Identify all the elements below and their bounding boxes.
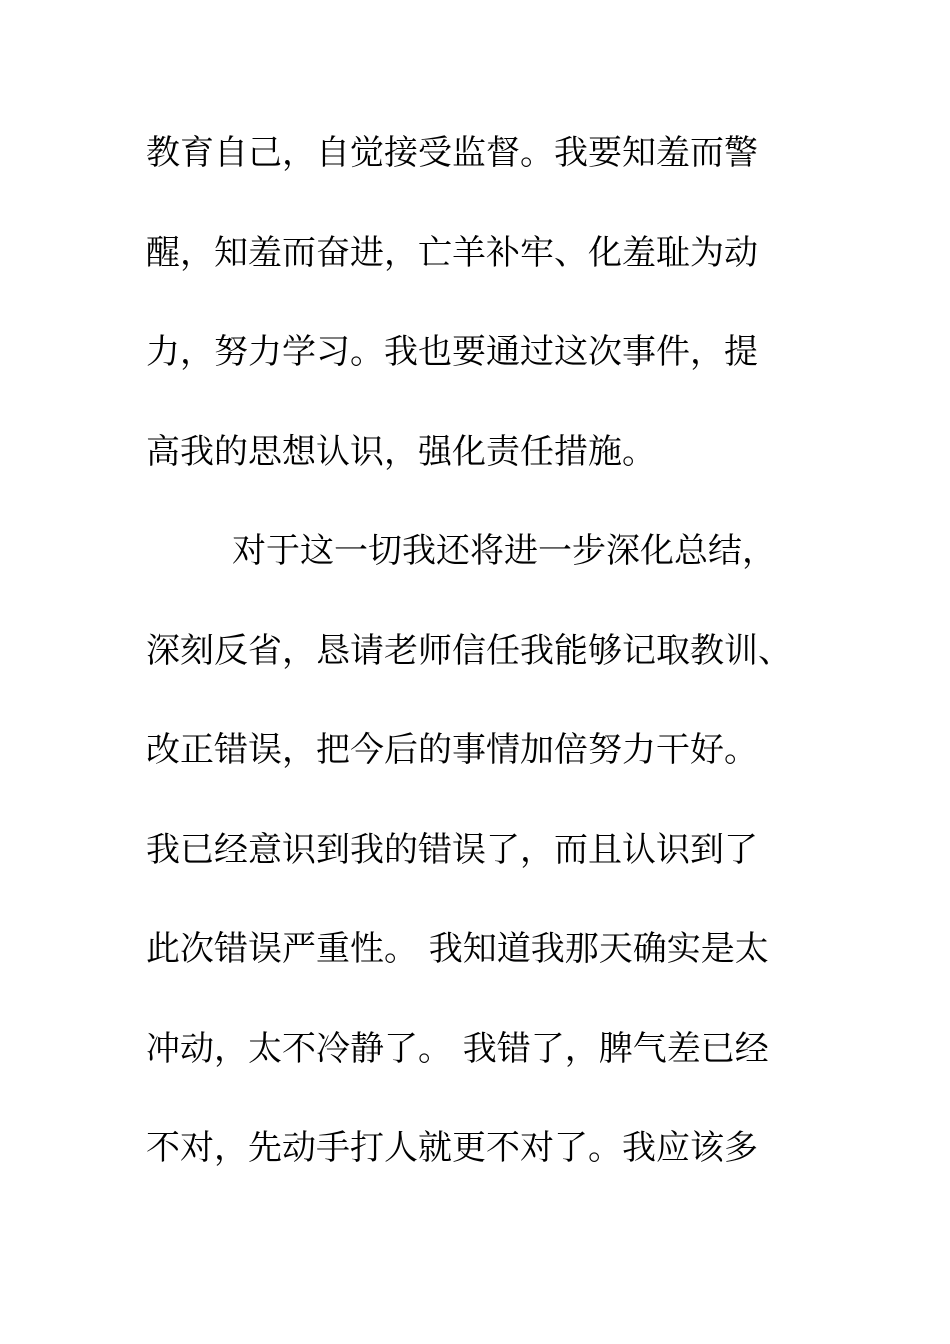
text-line: 冲动，太不冷静了。 我错了，脾气差已经 bbox=[146, 1028, 769, 1069]
text-line: 改正错误，把今后的事情加倍努力干好。 bbox=[146, 730, 758, 770]
text-line: 不对，先动手打人就更不对了。我应该多 bbox=[146, 1128, 758, 1168]
text-line: 力，努力学习。我也要通过这次事件，提 bbox=[146, 332, 758, 372]
body-text bbox=[146, 126, 826, 1221]
text-line: 此次错误严重性。 我知道我那天确实是太 bbox=[146, 929, 769, 969]
text-line: 高我的思想认识，强化责任措施。 bbox=[146, 431, 656, 472]
paragraph-start-line: 对于这一切我还将进一步深化总结， bbox=[232, 531, 776, 571]
text-line: 教育自己，自觉接受监督。我要知羞而警 bbox=[146, 133, 758, 173]
text-line: 深刻反省，恳请老师信任我能够记取教训、 bbox=[146, 630, 792, 671]
text-line: 醒，知羞而奋进，亡羊补牢、化羞耻为动 bbox=[146, 232, 758, 273]
text-line: 我已经意识到我的错误了，而且认识到了 bbox=[146, 829, 758, 870]
